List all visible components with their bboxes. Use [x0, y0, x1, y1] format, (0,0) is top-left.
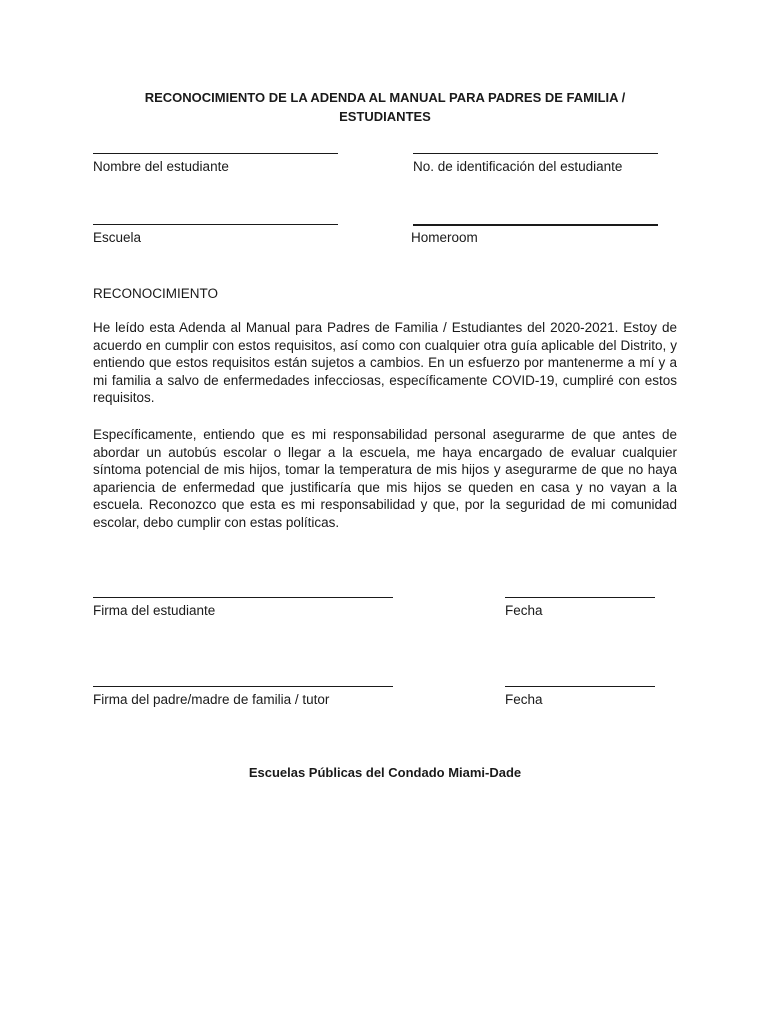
- homeroom-label: Homeroom: [411, 230, 478, 245]
- homeroom-line[interactable]: [413, 224, 658, 226]
- document-title-line-1: RECONOCIMIENTO DE LA ADENDA AL MANUAL PARA PADRES DE FAMILIA /: [144, 90, 626, 105]
- parent-date-label: Fecha: [505, 692, 543, 707]
- student-name-label: Nombre del estudiante: [93, 159, 229, 174]
- paragraph-2: Específicamente, entiendo que es mi responsabilidad personal asegurarme de que antes de abordar un autobús escolar o llegar a la escuela, me haya encargado de evaluar cualquier síntoma potencial de mis hijos, tomar la temperatura de mis hijos y asegurarme de que no haya apariencia de enfermedad que justificaría que mis hijos se queden en casa y no vayan a la escuela. Reconozco que esta es mi responsabilidad y que, por la seguridad de mi comunidad escolar, debo cumplir con estas políticas.: [93, 427, 677, 530]
- student-date-line[interactable]: [505, 597, 655, 598]
- school-line[interactable]: [93, 224, 338, 225]
- student-name-line[interactable]: [93, 153, 338, 154]
- school-label: Escuela: [93, 230, 142, 245]
- document-title: [93, 88, 677, 126]
- parent-date-line[interactable]: [505, 686, 655, 687]
- student-id-label: No. de identificación del estudiante: [413, 159, 623, 174]
- student-signature-line[interactable]: [93, 597, 393, 598]
- document-footer: Escuelas Públicas del Condado Miami-Dade: [248, 765, 522, 780]
- student-signature-label: Firma del estudiante: [93, 603, 216, 618]
- student-date-label: Fecha: [505, 603, 543, 618]
- paragraph-1: He leído esta Adenda al Manual para Padres de Familia / Estudiantes del 2020-2021. Estoy de acuerdo en cumplir con estos requisitos, así como con cualquier otra guía aplicable del Distrito, y entiendo que estos requisitos están sujetos a cambios. En un esfuerzo por mantenerme a mí y a mi familia a salvo de enfermedades infecciosas, específicamente COVID-19, cumpliré con estos requisitos.: [93, 320, 677, 406]
- section-heading: RECONOCIMIENTO: [93, 286, 219, 301]
- parent-signature-line[interactable]: [93, 686, 393, 687]
- parent-signature-label: Firma del padre/madre de familia / tutor: [93, 692, 330, 707]
- student-id-line[interactable]: [413, 153, 658, 154]
- document-title-line-2: ESTUDIANTES: [339, 109, 431, 124]
